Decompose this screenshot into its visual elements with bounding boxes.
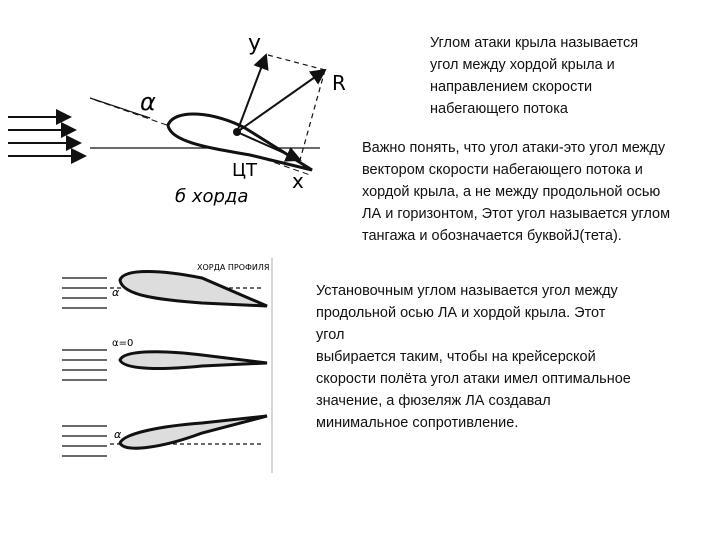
- text-line: хордой крыла, а не между продольной осью: [362, 184, 661, 200]
- label-chord-profile: ХОРДА ПРОФИЛЯ: [197, 263, 270, 272]
- airfoil-zero: [120, 352, 267, 369]
- text-line: продольной осью ЛА и хордой крыла. Этот: [316, 305, 606, 321]
- text-line: ЛА и горизонтом, Этот угол называется углом: [362, 206, 671, 222]
- label-alpha-bottom: α: [114, 428, 122, 441]
- resultant-vector: [237, 70, 325, 132]
- text-line: Углом атаки крыла называется: [430, 35, 639, 51]
- flow-arrows-1: [62, 278, 107, 308]
- flow-arrows-2: [62, 350, 107, 380]
- center-of-gravity-dot: [233, 128, 241, 136]
- label-alpha-zero: α=0: [112, 338, 134, 349]
- lift-vector: [237, 55, 266, 132]
- label-r: R: [332, 71, 346, 95]
- text-line: набегающего потока: [430, 101, 568, 117]
- airfoil-positive: [120, 272, 267, 307]
- label-chord: б хорда: [175, 186, 249, 207]
- definition-paragraph: [430, 32, 715, 120]
- text-line: угол: [316, 327, 345, 343]
- text-line: направлением скорости: [430, 79, 593, 95]
- flow-arrows-3: [62, 426, 107, 456]
- label-x: х: [292, 169, 304, 193]
- text-line: вектором скорости набегающего потока и: [362, 162, 643, 178]
- text-line: Установочным углом называется угол между: [316, 283, 618, 299]
- text-line: скорости полёта угол атаки имел оптимальное: [316, 371, 631, 387]
- text-line: выбирается таким, чтобы на крейсерской: [316, 349, 596, 365]
- angle-of-attack-diagram: [0, 20, 360, 250]
- label-ct: ЦТ: [232, 160, 257, 181]
- label-y: у: [248, 31, 262, 56]
- installation-angle-paragraph: [316, 280, 686, 434]
- text-line: угол между хордой крыла и: [430, 57, 615, 73]
- label-alpha: α: [140, 88, 156, 116]
- clarification-paragraph: [362, 137, 718, 247]
- text-line: значение, а фюзеляж ЛА создавал: [316, 393, 551, 409]
- label-alpha-top: α: [112, 286, 120, 299]
- text-line: Важно понять, что угол атаки-это угол между: [362, 140, 666, 156]
- text-line: минимальное сопротивление.: [316, 415, 519, 431]
- airfoil-negative: [120, 416, 267, 448]
- text-line: тангажа и обозначается буквойJ(тета).: [362, 228, 622, 244]
